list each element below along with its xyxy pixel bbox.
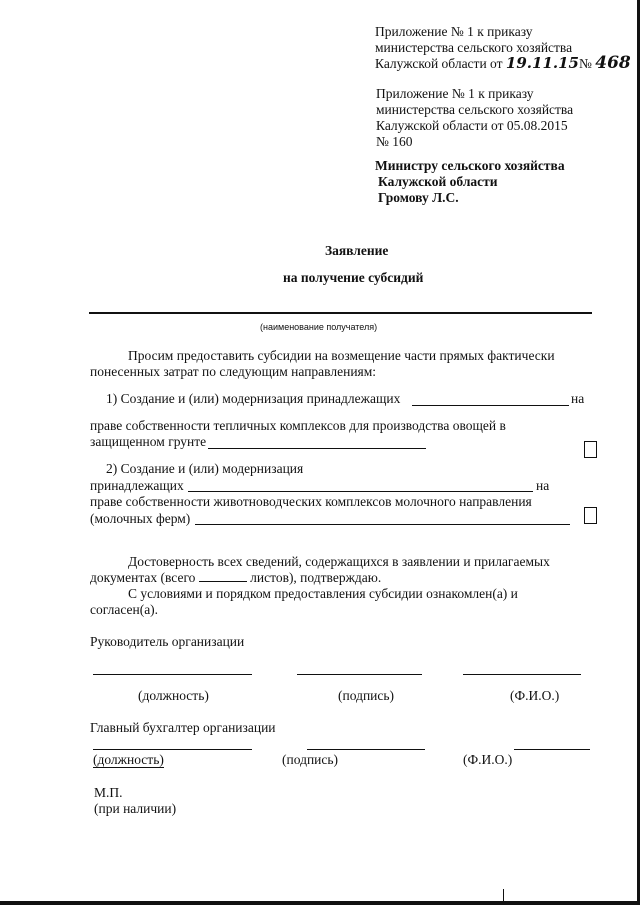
item1-line2: праве собственности тепличных комплексов для производства овощей в	[90, 418, 506, 433]
head-label: Руководитель организации	[90, 634, 245, 649]
document-title: Заявление	[325, 243, 389, 258]
item1-owner-line[interactable]	[412, 405, 569, 406]
item2-line2-end: на	[536, 478, 550, 493]
head-position-caption: (должность)	[138, 688, 209, 703]
item1-line3: защищенном грунте	[90, 434, 207, 449]
recipient-caption: (наименование получателя)	[260, 322, 378, 332]
number-sign: №	[578, 56, 592, 71]
appendix2-line1: Приложение № 1 к приказу	[376, 86, 534, 101]
scan-edge-bottom	[0, 901, 640, 905]
confirm-line2-b: листов), подтверждаю.	[250, 570, 382, 585]
accountant-position-caption: (должность)	[93, 752, 164, 767]
item2-line1: 2) Создание и (или) модернизация	[106, 461, 304, 476]
appendix2-line3: Калужской области от 05.08.2015	[376, 118, 568, 133]
confirm-line1: Достоверность всех сведений, содержащихся в заявлении и прилагаемых	[128, 554, 550, 569]
confirm-line4: согласен(а).	[90, 602, 159, 617]
appendix1-line2: министерства сельского хозяйства	[375, 40, 573, 55]
stamp-line1: М.П.	[94, 785, 123, 800]
item1-line1-end: на	[571, 391, 585, 406]
item1-greenhouse-line[interactable]	[208, 448, 426, 449]
request-line2: понесенных затрат по следующим направлениям:	[90, 364, 377, 379]
handwritten-date: 19.11.15	[505, 54, 579, 72]
item2-farm-line[interactable]	[195, 524, 570, 525]
item1-checkbox[interactable]	[584, 441, 597, 458]
confirm-line2	[90, 570, 381, 585]
appendix1-line3-prefix: Калужской области от	[375, 56, 503, 71]
document-subtitle: на получение субсидий	[283, 270, 424, 285]
appendix1-line3	[375, 53, 631, 73]
confirm-line2-a: документах (всего	[90, 570, 196, 585]
addressee-line1: Министру сельского хозяйства	[375, 158, 565, 173]
head-signature-caption: (подпись)	[338, 688, 395, 703]
accountant-position-line[interactable]	[93, 749, 252, 750]
item2-line3: праве собственности животноводческих комплексов молочного направления	[90, 494, 532, 509]
accountant-signature-line[interactable]	[307, 749, 425, 750]
request-line1: Просим предоставить субсидии на возмещение части прямых фактически	[128, 348, 555, 363]
confirm-line3: С условиями и порядком предоставления субсидии ознакомлен(а) и	[128, 586, 518, 601]
stamp-line2: (при наличии)	[94, 801, 177, 816]
handwritten-number: 468	[595, 53, 631, 73]
item2-line4: (молочных ферм)	[90, 511, 191, 526]
accountant-name-caption: (Ф.И.О.)	[463, 752, 513, 767]
head-signature-line[interactable]	[297, 674, 422, 675]
accountant-signature-caption: (подпись)	[282, 752, 339, 767]
head-position-line[interactable]	[93, 674, 252, 675]
accountant-name-line[interactable]	[514, 749, 590, 750]
item1-line1: 1) Создание и (или) модернизация принадлежащих	[106, 391, 401, 406]
head-name-caption: (Ф.И.О.)	[510, 688, 560, 703]
scan-edge-mark	[503, 889, 504, 901]
sheet-count-line[interactable]	[199, 570, 247, 582]
appendix1-line1: Приложение № 1 к приказу	[375, 24, 533, 39]
item2-line2: принадлежащих	[90, 478, 184, 493]
addressee-line2: Калужской области	[378, 174, 498, 189]
recipient-name-line[interactable]	[89, 312, 592, 314]
addressee-line3: Громову Л.С.	[378, 190, 459, 205]
appendix2-line4: № 160	[376, 134, 413, 149]
item2-owner-line[interactable]	[188, 491, 533, 492]
head-name-line[interactable]	[463, 674, 581, 675]
accountant-label: Главный бухгалтер организации	[90, 720, 276, 735]
appendix2-line2: министерства сельского хозяйства	[376, 102, 574, 117]
item2-checkbox[interactable]	[584, 507, 597, 524]
